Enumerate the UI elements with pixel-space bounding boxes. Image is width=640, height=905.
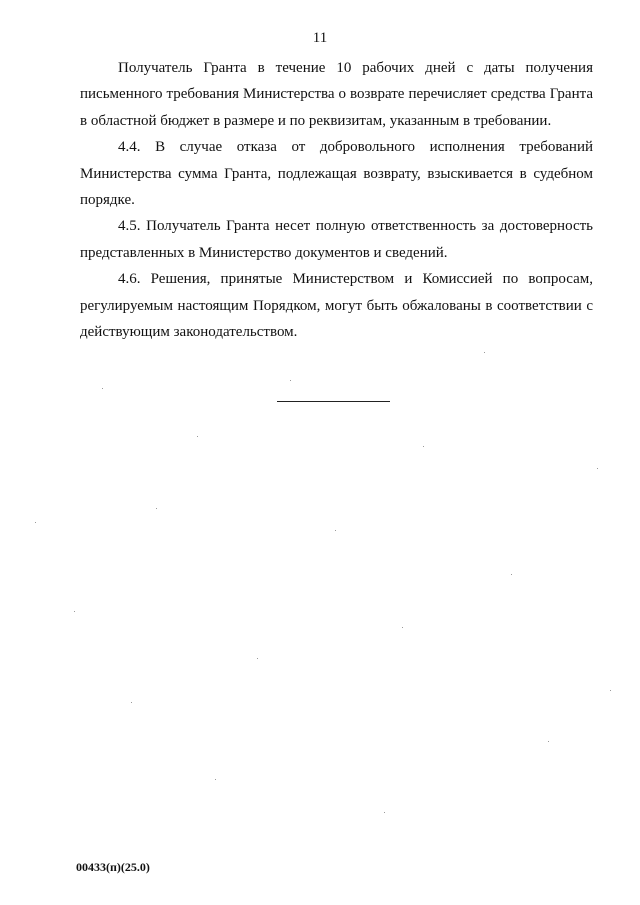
end-divider (277, 401, 390, 402)
document-code: 00433(п)(25.0) (76, 860, 150, 874)
page-number: 11 (312, 30, 328, 46)
paragraph-4-5: 4.5. Получатель Гранта несет полную ответственность за достоверность представленных в Министерство документов и сведений. (80, 218, 593, 261)
document-body (80, 55, 593, 345)
paragraph-4-4: 4.4. В случае отказа от добровольного исполнения требований Министерства сумма Гранта, подлежащая возврату, взыскивается в судебном порядке. (80, 139, 593, 209)
paragraph-refund-term: Получатель Гранта в течение 10 рабочих дней с даты получения письменного требования Министерства о возврате перечисляет средства Гранта в областной бюджет в размере и по реквизитам, указанным в требовании. (80, 60, 593, 129)
paragraph-4-6: 4.6. Решения, принятые Министерством и Комиссией по вопросам, регулируемым настоящим Порядком, могут быть обжалованы в соответствии с действующим законодательством. (80, 271, 593, 341)
